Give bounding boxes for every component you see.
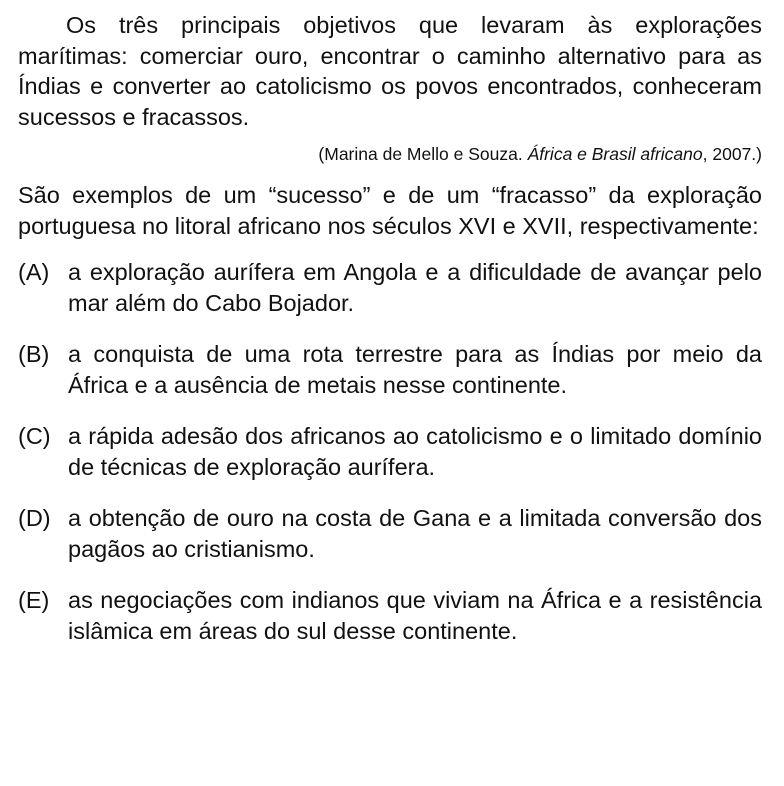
exam-question-page [18,10,762,667]
option-b[interactable] [18,339,762,400]
answer-options [18,257,762,646]
option-text: a obtenção de ouro na costa de Gana e a limitada conversão dos pagãos ao cristianismo. [68,505,762,562]
citation-suffix: , 2007.) [702,144,762,164]
option-a[interactable] [18,257,762,318]
intro-paragraph: Os três principais objetivos que levaram às explorações marítimas: comerciar ouro, encontrar o caminho alternativo para as Índias e converter ao catolicismo os povos encontrados, conheceram sucessos e fracassos. [18,12,762,130]
citation-prefix: (Marina de Mello e Souza. [318,144,528,164]
option-text: a rápida adesão dos africanos ao catolicismo e o limitado domínio de técnicas de exploração aurífera. [68,423,762,480]
source-citation [18,142,762,166]
option-letter: (D) [18,505,51,531]
option-text: a exploração aurífera em Angola e a dificuldade de avançar pelo mar além do Cabo Bojador. [68,259,762,316]
option-d[interactable] [18,503,762,564]
option-letter: (A) [18,259,50,285]
citation-book-title: África e Brasil africano [527,144,703,164]
question-stem: São exemplos de um “sucesso” e de um “fracasso” da exploração portuguesa no litoral africano nos séculos XVI e XVII, respectivamente: [18,182,762,239]
option-text: as negociações com indianos que viviam na África e a resistência islâmica em áreas do sul desse continente. [68,587,762,644]
option-letter: (E) [18,587,50,613]
option-text: a conquista de uma rota terrestre para as Índias por meio da África e a ausência de metais nesse continente. [68,341,762,398]
option-letter: (B) [18,341,50,367]
option-e[interactable] [18,585,762,646]
option-letter: (C) [18,423,51,449]
option-c[interactable] [18,421,762,482]
